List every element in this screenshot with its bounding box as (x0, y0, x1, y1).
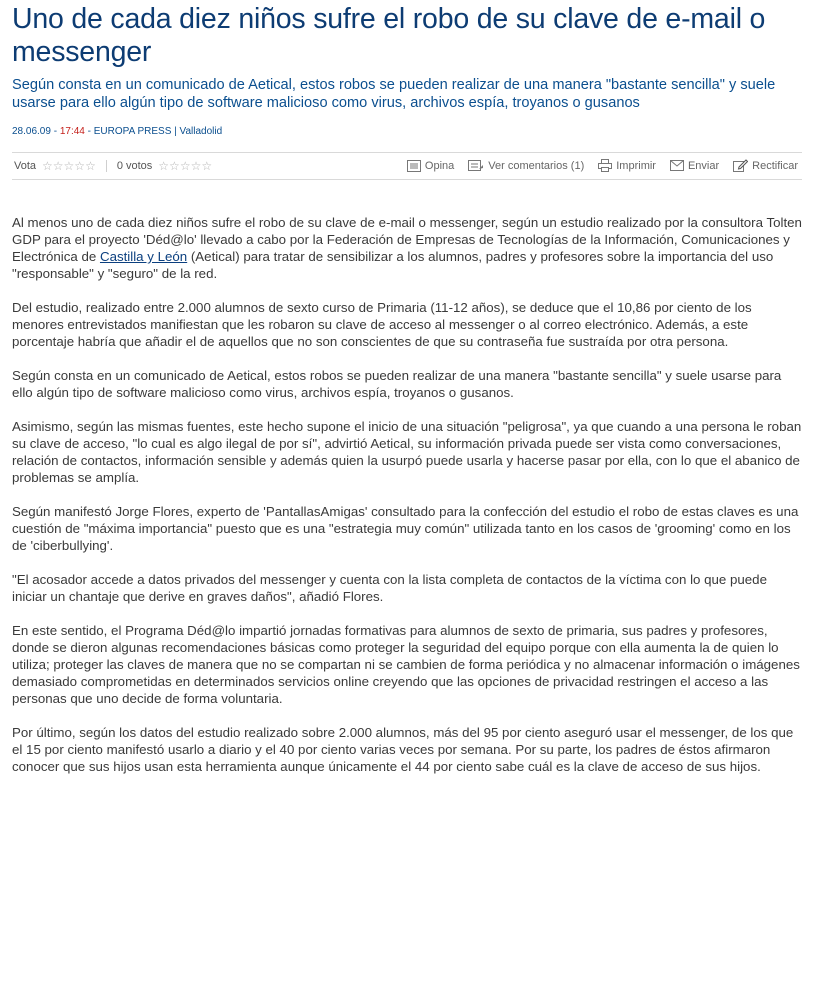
votes-count: 0 votos (116, 160, 153, 172)
envelope-icon (670, 160, 684, 171)
paragraph-5: Según manifestó Jorge Flores, experto de 'PantallasAmigas' consultado para la confección del estudio el robo de estas claves es una cuestión de "máxima importancia" puesto que es una "estrategia muy común" utilizada tanto en los casos de 'grooming' como en los de 'ciberbullying'. (12, 504, 799, 553)
article-body (12, 214, 802, 775)
paragraph-8: Por último, según los datos del estudio realizado sobre 2.000 alumnos, más del 95 por ciento aseguró usar el messenger, de los que el 15 por ciento manifestó usarlo a diario y el 40 por ciento varias veces por semana. Por su parte, los padres de éstos afirmaron conocer que sus hijos usan esta herramienta aunque únicamente el 44 por ciento sabe cuál es la clave de acceso de sus hijos. (12, 725, 794, 774)
castilla-leon-link[interactable]: Castilla y León (99, 249, 188, 264)
paragraph-4: Asimismo, según las mismas fuentes, este hecho supone el inicio de una situación "peligrosa", ya que cuando a una persona le roban su clave de acceso, "lo cual es algo ilegal de por sí", advirtió Aetical, su información privada puede ser vista como conversaciones, relación de contactos, información sensible y además quien la usurpó puede usarla y hacerse pasar por ella, con lo que el abanico de problemas se amplía. (12, 419, 802, 485)
byline-time: 17:44 (59, 126, 85, 137)
printer-icon (598, 159, 612, 172)
byline-dash: - (50, 126, 60, 137)
view-comments-label: Ver comentarios (1) (488, 159, 585, 172)
rating-area (14, 159, 212, 173)
byline-source: - EUROPA PRESS | Valladolid (84, 126, 223, 137)
send-button[interactable] (670, 160, 719, 172)
view-comments-button[interactable] (468, 160, 584, 172)
divider (106, 160, 107, 172)
vote-label: Vota (14, 160, 37, 172)
vote-stars[interactable]: ☆☆☆☆☆ (42, 159, 96, 173)
p1-text-a: Al menos uno de cada diez niños sufre el robo de su clave de e-mail o messenger, según un estudio realizado por la consultora Tolten GDP para el proyecto 'Déd@lo' llevado a cabo por la Federación de Empresas de Tecnologías de la Información, Comunicaciones y Electrónica de (12, 215, 802, 264)
p1-text-b: (Aetical) para tratar de sensibilizar a los alumnos, padres y profesores sobre la importancia del uso "responsable" y "seguro" de la red. (12, 249, 774, 281)
opina-button[interactable] (407, 160, 454, 172)
article-title: Uno de cada diez niños sufre el robo de su clave de e-mail o messenger (12, 3, 766, 68)
rectify-button[interactable] (733, 159, 798, 172)
byline (12, 126, 802, 137)
edit-icon (733, 159, 748, 172)
send-label: Enviar (687, 159, 720, 172)
article-toolbar (12, 152, 802, 180)
paragraph-3: Según consta en un comunicado de Aetical, estos robos se pueden realizar de una manera "bastante sencilla" y suele usarse para ello algún tipo de software malicioso como virus, archivos espía, troyanos o gusanos. (12, 368, 782, 400)
byline-date: 28.06.09 (12, 126, 51, 137)
opina-label: Opina (424, 159, 455, 172)
paragraph-2: Del estudio, realizado entre 2.000 alumnos de sexto curso de Primaria (11-12 años), se deduce que el 10,86 por ciento de los menores entrevistados manifiestan que les robaron su clave de acceso al messenger o al correo electrónico. Además, a este porcentaje habría que añadir el de aquellos que no son conscientes de que su contraseña fue sustraída por otra persona. (12, 300, 752, 349)
article-subtitle: Según consta en un comunicado de Aetical, estos robos se pueden realizar de una manera "bastante sencilla" y suele usarse para ello algún tipo de software malicioso como virus, archivos espía, troyanos o gusanos (12, 77, 776, 111)
paragraph-6: "El acosador accede a datos privados del messenger y cuenta con la lista completa de contactos de la víctima con lo que puede iniciar un chantaje que derive en graves daños", añadió Flores. (12, 572, 767, 604)
rectify-label: Rectificar (752, 159, 798, 172)
article-actions (393, 159, 798, 172)
paragraph-7: En este sentido, el Programa Déd@lo impartió jornadas formativas para alumnos de sexto de primaria, sus padres y profesores, donde se dieron algunas recomendaciones básicas como proteger la seguridad del equipo porque con ella aumenta la de quien lo utiliza; proteger las claves de manera que no se compartan ni se cambien de forma periódica y no almacenar información o imágenes demasiado comprometidas en determinados servicios online creyendo que las opciones de privacidad restringen el acceso a las personas que uno decide de forma voluntaria. (12, 623, 800, 706)
votes-stars: ☆☆☆☆☆ (158, 159, 213, 173)
comment-box-icon (407, 160, 421, 172)
paragraph-1 (12, 214, 802, 282)
article (12, 0, 802, 792)
print-label: Imprimir (616, 159, 656, 172)
print-button[interactable] (598, 159, 656, 172)
comments-icon (468, 160, 484, 172)
